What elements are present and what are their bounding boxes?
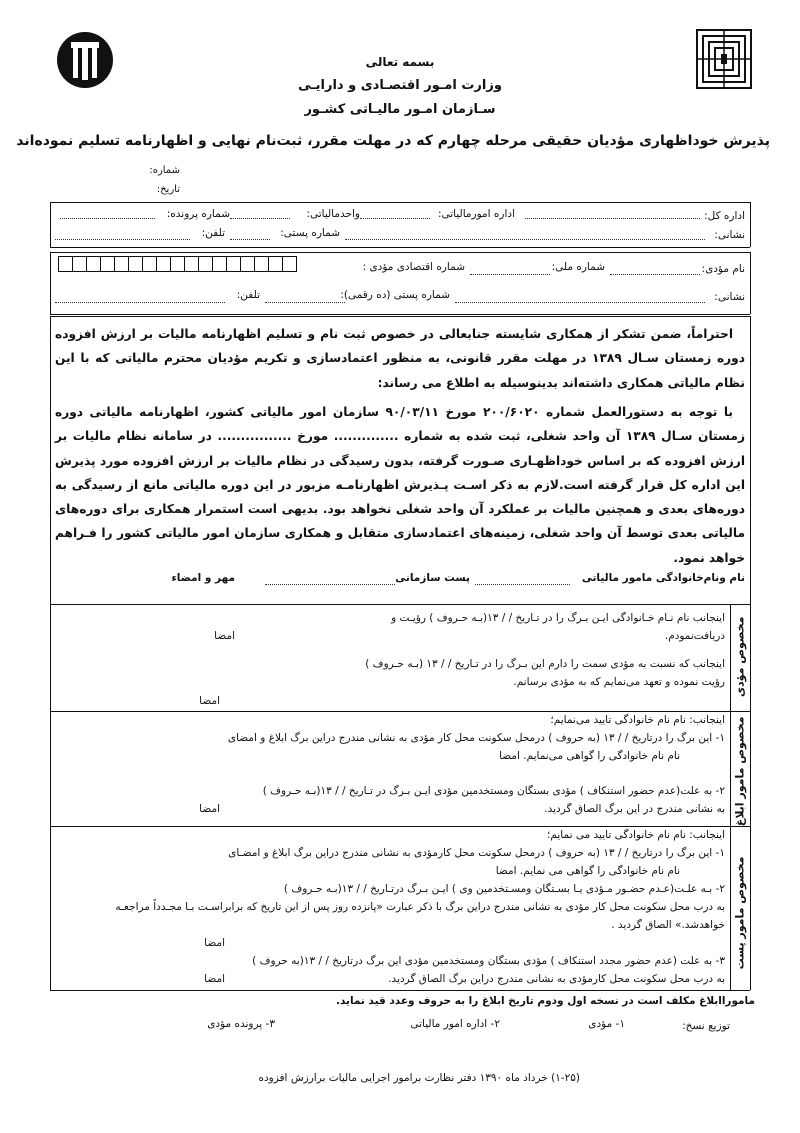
s1-line-6: امضا [199,695,220,707]
s3-line-6: خواهدشد.» الصاق گردید . [611,919,725,931]
delivery-section-label: مخصوص مامور ابلاغ [733,716,747,827]
s3-line-4: ۲- بـه علـت(عـدم حضـور مـؤدی یـا بسـتگان ومسـتخدمین وی ) ایـن بـرگ درتـاریخ / / ۱۳(بـه حـروف ) [283,883,725,895]
tax-unit-label: واحدمالیاتی: [306,208,360,220]
s3-line-9: به درب محل سکونت محل کارمؤدی به نشانی مندرج دراین برگ الصاق گردید. [388,973,725,985]
national-id-label: شماره ملی: [551,261,605,273]
economic-code-boxes[interactable] [58,256,297,272]
number-label: شماره: [149,165,180,176]
s1-line-3: امضا [214,630,235,642]
footer-note: ماموراابلاغ مکلف است در نسخه اول ودوم تاریخ ابلاغ را به حروف وعدد قید نماید. [335,995,755,1007]
s2-line-1: اینجانب: نام نام خانوادگی تایید می‌نمایم؛ [550,714,725,726]
copy-2: ۲- اداره امور مالیاتی [410,1018,500,1030]
s3-line-10: امضا [204,973,225,985]
organization-name: سـازمان امـور مالیـاتی کشـور [304,102,496,117]
file-number-label: شماره پرونده: [166,208,230,220]
s2-line-3: نام نام خانوادگی را گواهی می‌نمایم. امضا [499,750,680,762]
s3-line-3: نام نام خانوادگی را گواهی می نمایم. امضا [495,865,680,877]
s1-line-2: دریافت‌نمودم. [664,630,725,642]
tax-organization-logo [55,30,115,90]
office-address-label: نشانی: [714,229,745,241]
s3-line-1: اینجانب: نام نام خانوادگی تایید می نمایم؛ [547,829,725,841]
taxpayer-address-label: نشانی: [714,291,745,303]
general-office-label: اداره کل: [704,210,745,222]
body-paragraph-1: احتراماً، ضمن تشکر از همکاری شایسته جنابعالی در خصوص ثبت نام و تسلیم اظهارنامه مالیات بر ارزش افزوده دوره زمستان سـال ۱۳۸۹ در مهلت مقرر قانونی، به منظور اعتمادسازی و تکریم مؤدیان محترم مالیاتی که با این نظام مالیاتی همکاری داشته‌اند بدینوسیله به اطلاع می رساند: [55,327,745,390]
s1-line-1: اینجانب نام نـام خـانوادگی ایـن بـرگ را در تـاریخ / / ۱۳(بـه حـروف ) رؤیـت و [391,612,725,624]
copy-3: ۳- پرونده مؤدی [207,1018,275,1030]
stamp-label: مهر و امضاء [171,572,235,584]
date-label: تاریخ: [156,184,180,195]
office-postal-label: شماره پستی: [280,227,340,239]
position-label: پست سازمانی [395,572,470,584]
s2-line-5: به نشانی مندرج در این برگ الصاق گردید. [544,803,725,815]
s3-line-2: ۱- این برگ را درتاریخ / / ۱۳ (به حروف ) درمحل سکونت محل کارمؤدی به نشانی مندرج دراین برگ ابلاغ و امضـای [228,847,725,859]
economic-code-label: شماره اقتصادی مؤدی : [362,261,465,273]
affairs-office-label: اداره امورمالیاتی: [437,208,515,220]
taxpayer-phone-label: تلفن: [236,289,260,301]
s1-line-4: اینجانب که نسبت به مؤدی سمت را دارم این بـرگ را در تـاریخ / / ۱۳ (بـه حـروف ) [365,658,725,670]
ministry-emblem [695,28,753,90]
taxpayer-section-label: مخصوص مؤدی [733,616,747,698]
form-code: (۱-۲۵) خرداد ماه ۱۳۹۰ دفتر نظارت برامور اجرایی مالیات برارزش افزوده [258,1072,580,1084]
taxpayer-postal-label: شماره پستی (ده رقمی): [340,289,450,301]
page-title: پذیرش خوداظهاری مؤدیان حقیقی مرحله چهارم که در مهلت مقرر، ثبت‌نام نهایی و اظهارنامه تسلیم نموده‌اند [16,133,770,149]
ministry-name: وزارت امـور اقتصـادی و دارایـی [298,78,502,93]
s3-line-7: امضا [204,937,225,949]
s2-line-4: ۲- به علت(عدم حضور استنکاف ) مؤدی بستگان ومستخدمین مؤدی ایـن بـرگ در تـاریخ / / ۱۳(بـه حـروف ) [262,785,725,797]
officer-name-label: نام ونام‌خانوادگی مامور مالیاتی [581,572,745,584]
s3-line-5: به درب محل سکونت محل کار مؤدی به نشانی مندرج دراین برگ با ذکر عبارت «پانزده روز پس از این تاریخ که برابراسـت بـا مجـدداً مراجعـه [115,901,725,913]
body-paragraph-2: با توجه به دستورالعمل شماره ۲۰۰/۶۰۲۰ مورخ ۹۰/۰۳/۱۱ سازمان امور مالیاتی کشور، اظهارنامه مالیاتی دوره زمستان سـال ۱۳۸۹ آن واحد شغلی، ثبت شده به شماره .............. مورخ ................ در سامانه نظام مالیات بر ارزش افزوده که بر اساس خوداظهـاری صـورت گرفته، بدون رسیدگی در نظام مالیات بر ارزش افزوده مورد پذیرش این اداره کل قرار گرفته است.لازم به ذکر اسـت پـذیرش اظهارنامـه مزبور در این دوره مالیاتی مانع از رسیدگی به دوره‌های بعدی و همچنین مالیات بر عملکرد آن واحد شغلی نخواهد بود. بدیهی است استمرار همکاری برای دوره‌های مالیاتی بعدی توسط آن واحد شغلی، زمینه‌های اعتمادسازی متقابل و همکاری سازمان امور مالیاتی کشور را فـراهم خواهد نمود. [55,405,745,565]
basmala: بسمه تعالی [365,55,435,69]
copy-1: ۱- مؤدی [588,1018,625,1030]
s1-line-5: رؤیت نموده و تعهد می‌نمایم که به مؤدی برسانم. [513,676,725,688]
s3-line-8: ۳- به علت (عدم حضور مجدد استنکاف ) مؤدی بستگان ومستخدمین مؤدی این برگ درتاریخ / / ۱۳(به حروف ) [252,955,725,967]
s2-line-2: ۱- این برگ را درتاریخ / / ۱۳ (به حروف ) درمحل سکونت محل کار مؤدی به نشانی مندرج دراین برگ ابلاغ و امضای [227,732,725,744]
office-phone-label: تلفن: [201,227,225,239]
distribution-label: توزیع نسخ: [682,1020,730,1032]
taxpayer-name-label: نام مؤدی: [701,263,745,275]
s2-line-6: امضا [199,803,220,815]
postal-section-label: مخصوص مامور پست [733,856,747,970]
